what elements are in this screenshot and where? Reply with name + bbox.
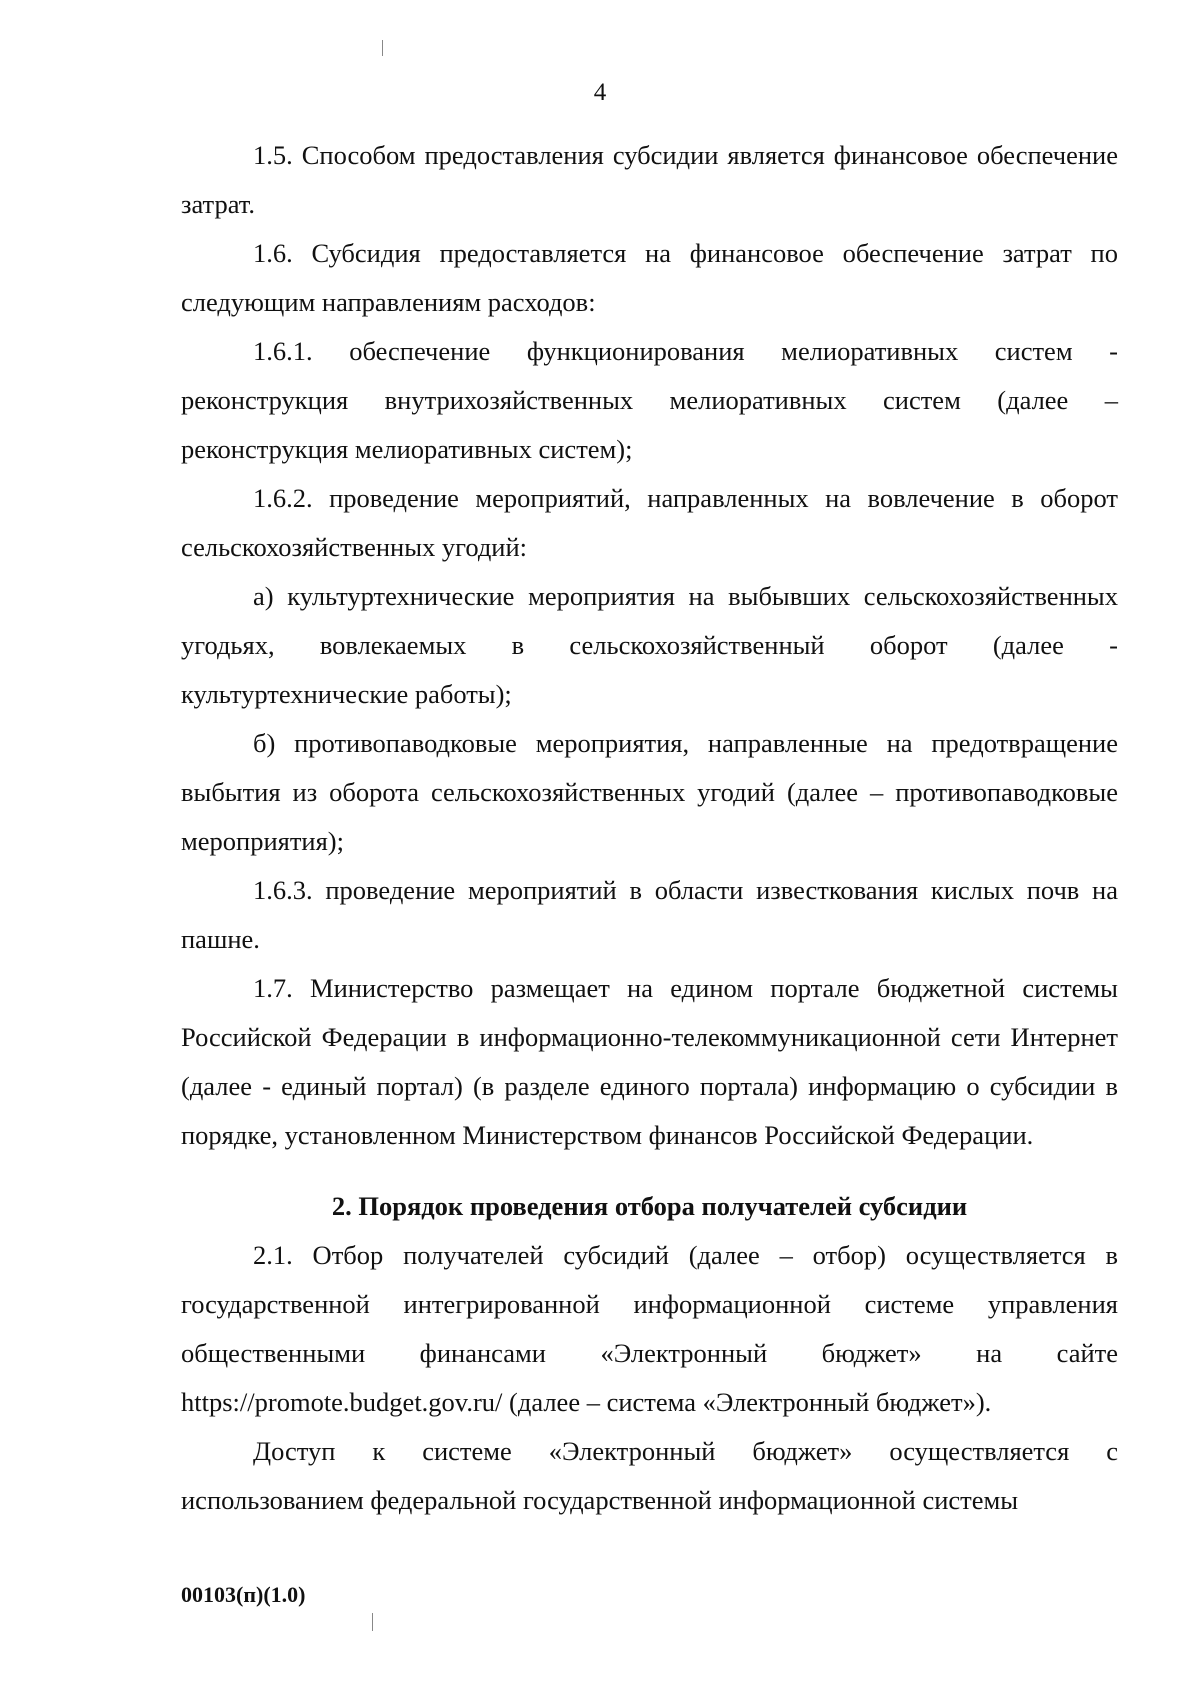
paragraph-1-6: 1.6. Субсидия предоставляется на финансовое обеспечение затрат по следующим направлениям расходов: [181,238,1118,317]
document-body [181,131,1118,1525]
paragraph-1-5: 1.5. Способом предоставления субсидии является финансовое обеспечение затрат. [181,140,1118,219]
paragraph-1-7: 1.7. Министерство размещает на едином портале бюджетной системы Российской Федерации в информационно-телекоммуникационной сети Интернет (далее - единый портал) (в разделе единого портала) информацию о субсидии в порядке, установленном Министерством финансов Российской Федерации. [181,973,1118,1150]
paragraph-1-6-1: 1.6.1. обеспечение функционирования мелиоративных систем - реконструкция внутрихозяйственных мелиоративных систем (далее – реконструкция мелиоративных систем); [181,336,1118,464]
paragraph-1-6-2: 1.6.2. проведение мероприятий, направленных на вовлечение в оборот сельскохозяйственных угодий: [181,483,1118,562]
paragraph-2-1-access: Доступ к системе «Электронный бюджет» осуществляется с использованием федеральной государственной информационной системы [181,1436,1118,1515]
page-number: 4 [593,79,607,106]
scan-artifact [382,40,383,56]
section-2-heading: 2. Порядок проведения отбора получателей субсидии [331,1191,968,1221]
paragraph-1-6-3: 1.6.3. проведение мероприятий в области известкования кислых почв на пашне. [181,875,1118,954]
document-code: 00103(п)(1.0) [181,1582,306,1607]
paragraph-2-1: 2.1. Отбор получателей субсидий (далее – отбор) осуществляется в государственной интегрированной информационной системе управления общественными финансами «Электронный бюджет» на сайте https://promote.budget.gov.ru/ (далее – система «Электронный бюджет»). [181,1240,1118,1417]
scan-artifact [372,1613,373,1631]
paragraph-1-6-2-a: а) культуртехнические мероприятия на выбывших сельскохозяйственных угодьях, вовлекаемых в сельскохозяйственный оборот (далее - культуртехнические работы); [181,581,1118,709]
paragraph-1-6-2-b: б) противопаводковые мероприятия, направленные на предотвращение выбытия из оборота сельскохозяйственных угодий (далее – противопаводковые мероприятия); [181,728,1118,856]
